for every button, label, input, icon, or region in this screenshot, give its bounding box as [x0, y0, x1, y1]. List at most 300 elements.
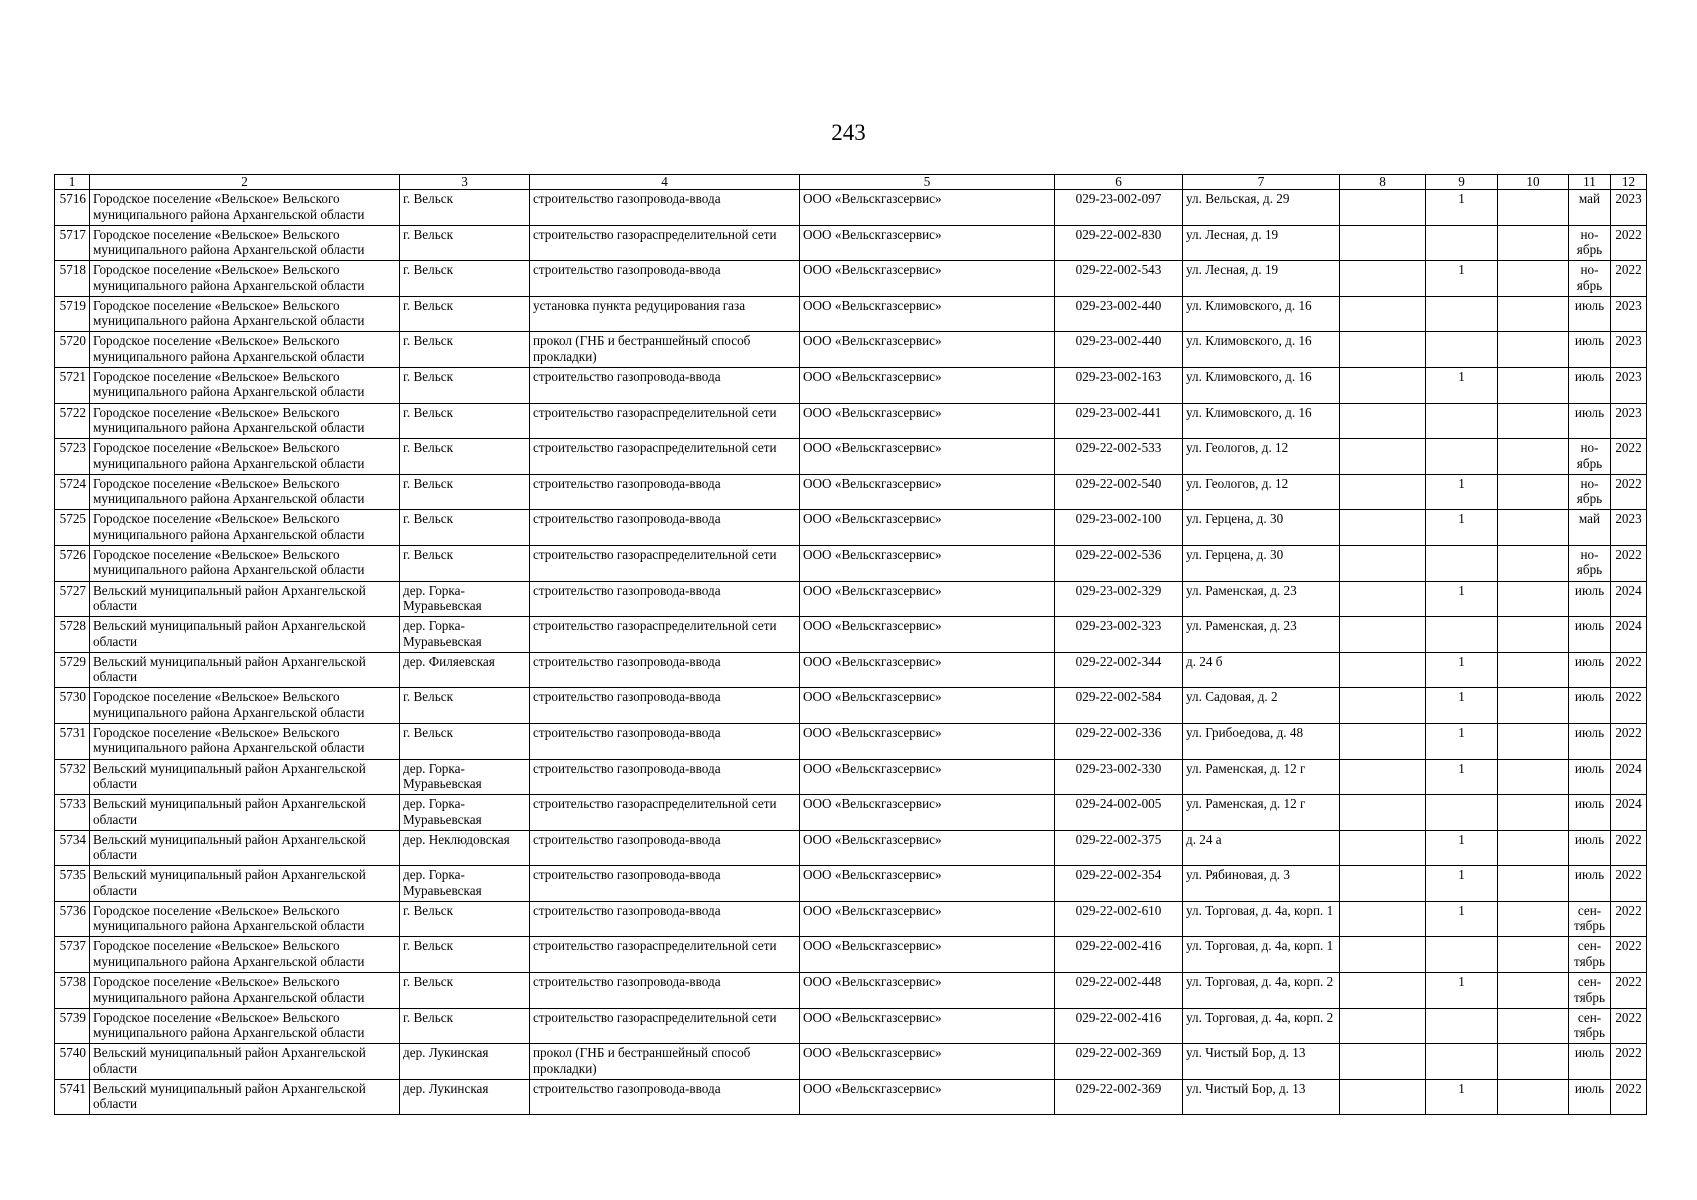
row-number: 5739	[55, 1008, 90, 1044]
registry-code-cell: 029-23-002-097	[1055, 190, 1183, 226]
registry-code-cell: 029-23-002-441	[1055, 403, 1183, 439]
column-header: 2	[90, 175, 400, 190]
organization-cell: ООО «Вельскгазсервис»	[800, 261, 1055, 297]
organization-cell: ООО «Вельскгазсервис»	[800, 190, 1055, 226]
address-cell: д. 24 а	[1183, 830, 1340, 866]
municipality-cell: Вельский муниципальный район Архангельской области	[90, 795, 400, 831]
column-header: 10	[1498, 175, 1569, 190]
row-number: 5716	[55, 190, 90, 226]
municipality-cell: Городское поселение «Вельское» Вельского муниципального района Архангельской области	[90, 545, 400, 581]
count-cell: 1	[1426, 759, 1498, 795]
registry-code-cell: 029-23-002-440	[1055, 332, 1183, 368]
count-cell: 1	[1426, 723, 1498, 759]
table-row	[55, 1079, 1647, 1115]
month-cell: июль	[1569, 1079, 1611, 1115]
column-8-cell	[1340, 688, 1426, 724]
address-cell: ул. Вельская, д. 29	[1183, 190, 1340, 226]
registry-code-cell: 029-24-002-005	[1055, 795, 1183, 831]
row-number: 5723	[55, 439, 90, 475]
registry-code-cell: 029-22-002-584	[1055, 688, 1183, 724]
year-cell: 2022	[1611, 723, 1647, 759]
municipality-cell: Вельский муниципальный район Архангельской области	[90, 652, 400, 688]
year-cell: 2023	[1611, 296, 1647, 332]
column-8-cell	[1340, 723, 1426, 759]
year-cell: 2022	[1611, 1044, 1647, 1080]
count-cell: 1	[1426, 688, 1498, 724]
organization-cell: ООО «Вельскгазсервис»	[800, 901, 1055, 937]
address-cell: ул. Лесная, д. 19	[1183, 225, 1340, 261]
column-8-cell	[1340, 332, 1426, 368]
municipality-cell: Городское поселение «Вельское» Вельского муниципального района Архангельской области	[90, 688, 400, 724]
municipality-cell: Городское поселение «Вельское» Вельского муниципального района Архангельской области	[90, 439, 400, 475]
address-cell: ул. Герцена, д. 30	[1183, 545, 1340, 581]
month-cell: но-ябрь	[1569, 474, 1611, 510]
work-type-cell: строительство газопровода-ввода	[530, 866, 800, 902]
column-10-cell	[1498, 190, 1569, 226]
count-cell: 1	[1426, 652, 1498, 688]
column-10-cell	[1498, 866, 1569, 902]
count-cell: 1	[1426, 1079, 1498, 1115]
address-cell: ул. Геологов, д. 12	[1183, 474, 1340, 510]
registry-code-cell: 029-22-002-354	[1055, 866, 1183, 902]
column-8-cell	[1340, 296, 1426, 332]
year-cell: 2022	[1611, 652, 1647, 688]
column-8-cell	[1340, 973, 1426, 1009]
organization-cell: ООО «Вельскгазсервис»	[800, 652, 1055, 688]
locality-cell: г. Вельск	[400, 261, 530, 297]
municipality-cell: Городское поселение «Вельское» Вельского муниципального района Архангельской области	[90, 723, 400, 759]
count-cell	[1426, 937, 1498, 973]
locality-cell: дер. Лукинская	[400, 1079, 530, 1115]
year-cell: 2022	[1611, 830, 1647, 866]
registry-code-cell: 029-22-002-416	[1055, 1008, 1183, 1044]
year-cell: 2022	[1611, 866, 1647, 902]
month-cell: но-ябрь	[1569, 225, 1611, 261]
column-header: 5	[800, 175, 1055, 190]
count-cell: 1	[1426, 901, 1498, 937]
column-8-cell	[1340, 474, 1426, 510]
municipality-cell: Вельский муниципальный район Архангельской области	[90, 1044, 400, 1080]
year-cell: 2022	[1611, 973, 1647, 1009]
address-cell: ул. Раменская, д. 23	[1183, 617, 1340, 653]
address-cell: ул. Климовского, д. 16	[1183, 367, 1340, 403]
row-number: 5721	[55, 367, 90, 403]
month-cell: май	[1569, 510, 1611, 546]
count-cell: 1	[1426, 261, 1498, 297]
table-body	[55, 190, 1647, 1115]
table-row	[55, 474, 1647, 510]
count-cell	[1426, 296, 1498, 332]
registry-code-cell: 029-23-002-329	[1055, 581, 1183, 617]
locality-cell: г. Вельск	[400, 1008, 530, 1044]
work-type-cell: строительство газораспределительной сети	[530, 545, 800, 581]
organization-cell: ООО «Вельскгазсервис»	[800, 759, 1055, 795]
locality-cell: г. Вельск	[400, 545, 530, 581]
work-type-cell: строительство газопровода-ввода	[530, 652, 800, 688]
municipality-cell: Городское поселение «Вельское» Вельского муниципального района Архангельской области	[90, 937, 400, 973]
locality-cell: г. Вельск	[400, 474, 530, 510]
address-cell: ул. Лесная, д. 19	[1183, 261, 1340, 297]
column-header: 9	[1426, 175, 1498, 190]
column-10-cell	[1498, 617, 1569, 653]
row-number: 5719	[55, 296, 90, 332]
month-cell: сен-тябрь	[1569, 901, 1611, 937]
table-row	[55, 190, 1647, 226]
address-cell: д. 24 б	[1183, 652, 1340, 688]
column-8-cell	[1340, 581, 1426, 617]
month-cell: июль	[1569, 1044, 1611, 1080]
month-cell: июль	[1569, 403, 1611, 439]
address-cell: ул. Климовского, д. 16	[1183, 296, 1340, 332]
table-row	[55, 973, 1647, 1009]
organization-cell: ООО «Вельскгазсервис»	[800, 474, 1055, 510]
organization-cell: ООО «Вельскгазсервис»	[800, 973, 1055, 1009]
municipality-cell: Городское поселение «Вельское» Вельского муниципального района Архангельской области	[90, 1008, 400, 1044]
row-number: 5733	[55, 795, 90, 831]
locality-cell: дер. Горка-Муравьевская	[400, 617, 530, 653]
work-type-cell: строительство газораспределительной сети	[530, 795, 800, 831]
organization-cell: ООО «Вельскгазсервис»	[800, 1079, 1055, 1115]
locality-cell: г. Вельск	[400, 367, 530, 403]
table-row	[55, 688, 1647, 724]
locality-cell: г. Вельск	[400, 225, 530, 261]
count-cell: 1	[1426, 474, 1498, 510]
municipality-cell: Городское поселение «Вельское» Вельского муниципального района Архангельской области	[90, 296, 400, 332]
month-cell: июль	[1569, 723, 1611, 759]
column-10-cell	[1498, 1008, 1569, 1044]
locality-cell: г. Вельск	[400, 688, 530, 724]
work-type-cell: строительство газораспределительной сети	[530, 439, 800, 475]
organization-cell: ООО «Вельскгазсервис»	[800, 510, 1055, 546]
year-cell: 2022	[1611, 901, 1647, 937]
work-type-cell: строительство газораспределительной сети	[530, 225, 800, 261]
municipality-cell: Вельский муниципальный район Архангельской области	[90, 866, 400, 902]
work-type-cell: строительство газопровода-ввода	[530, 474, 800, 510]
municipality-cell: Городское поселение «Вельское» Вельского муниципального района Архангельской области	[90, 190, 400, 226]
registry-code-cell: 029-22-002-610	[1055, 901, 1183, 937]
column-header: 8	[1340, 175, 1426, 190]
locality-cell: дер. Горка-Муравьевская	[400, 581, 530, 617]
month-cell: июль	[1569, 759, 1611, 795]
row-number: 5728	[55, 617, 90, 653]
column-10-cell	[1498, 830, 1569, 866]
month-cell: июль	[1569, 332, 1611, 368]
organization-cell: ООО «Вельскгазсервис»	[800, 1044, 1055, 1080]
locality-cell: дер. Горка-Муравьевская	[400, 795, 530, 831]
address-cell: ул. Рябиновая, д. 3	[1183, 866, 1340, 902]
address-cell: ул. Чистый Бор, д. 13	[1183, 1079, 1340, 1115]
row-number: 5718	[55, 261, 90, 297]
month-cell: июль	[1569, 795, 1611, 831]
work-type-cell: строительство газопровода-ввода	[530, 1079, 800, 1115]
locality-cell: г. Вельск	[400, 901, 530, 937]
year-cell: 2022	[1611, 439, 1647, 475]
column-10-cell	[1498, 296, 1569, 332]
municipality-cell: Городское поселение «Вельское» Вельского муниципального района Архангельской области	[90, 403, 400, 439]
year-cell: 2024	[1611, 759, 1647, 795]
month-cell: но-ябрь	[1569, 439, 1611, 475]
municipality-cell: Городское поселение «Вельское» Вельского муниципального района Архангельской области	[90, 367, 400, 403]
municipality-cell: Вельский муниципальный район Архангельской области	[90, 1079, 400, 1115]
count-cell	[1426, 439, 1498, 475]
row-number: 5731	[55, 723, 90, 759]
municipality-cell: Городское поселение «Вельское» Вельского муниципального района Архангельской области	[90, 474, 400, 510]
column-10-cell	[1498, 901, 1569, 937]
table-row	[55, 723, 1647, 759]
column-10-cell	[1498, 367, 1569, 403]
table-row	[55, 1044, 1647, 1080]
registry-code-cell: 029-22-002-448	[1055, 973, 1183, 1009]
column-10-cell	[1498, 1079, 1569, 1115]
locality-cell: дер. Горка-Муравьевская	[400, 759, 530, 795]
year-cell: 2022	[1611, 937, 1647, 973]
month-cell: сен-тябрь	[1569, 1008, 1611, 1044]
month-cell: июль	[1569, 866, 1611, 902]
address-cell: ул. Торговая, д. 4а, корп. 1	[1183, 901, 1340, 937]
year-cell: 2024	[1611, 581, 1647, 617]
month-cell: но-ябрь	[1569, 545, 1611, 581]
row-number: 5729	[55, 652, 90, 688]
table-row	[55, 830, 1647, 866]
registry-code-cell: 029-22-002-344	[1055, 652, 1183, 688]
work-type-cell: строительство газораспределительной сети	[530, 1008, 800, 1044]
work-type-cell: установка пункта редуцирования газа	[530, 296, 800, 332]
work-type-cell: строительство газопровода-ввода	[530, 830, 800, 866]
row-number: 5717	[55, 225, 90, 261]
table-row	[55, 367, 1647, 403]
registry-code-cell: 029-23-002-440	[1055, 296, 1183, 332]
column-10-cell	[1498, 332, 1569, 368]
work-type-cell: прокол (ГНБ и бестраншейный способ прокладки)	[530, 1044, 800, 1080]
column-8-cell	[1340, 830, 1426, 866]
registry-code-cell: 029-23-002-330	[1055, 759, 1183, 795]
table-row	[55, 581, 1647, 617]
month-cell: июль	[1569, 617, 1611, 653]
address-cell: ул. Торговая, д. 4а, корп. 2	[1183, 1008, 1340, 1044]
row-number: 5724	[55, 474, 90, 510]
column-8-cell	[1340, 367, 1426, 403]
table-row	[55, 439, 1647, 475]
registry-code-cell: 029-23-002-323	[1055, 617, 1183, 653]
year-cell: 2023	[1611, 367, 1647, 403]
municipality-cell: Городское поселение «Вельское» Вельского муниципального района Архангельской области	[90, 973, 400, 1009]
locality-cell: г. Вельск	[400, 332, 530, 368]
month-cell: июль	[1569, 367, 1611, 403]
month-cell: июль	[1569, 830, 1611, 866]
column-8-cell	[1340, 759, 1426, 795]
organization-cell: ООО «Вельскгазсервис»	[800, 723, 1055, 759]
column-10-cell	[1498, 225, 1569, 261]
column-10-cell	[1498, 261, 1569, 297]
count-cell	[1426, 545, 1498, 581]
registry-code-cell: 029-23-002-163	[1055, 367, 1183, 403]
row-number: 5725	[55, 510, 90, 546]
table-row	[55, 510, 1647, 546]
address-cell: ул. Раменская, д. 23	[1183, 581, 1340, 617]
locality-cell: г. Вельск	[400, 510, 530, 546]
organization-cell: ООО «Вельскгазсервис»	[800, 332, 1055, 368]
column-header: 4	[530, 175, 800, 190]
registry-code-cell: 029-22-002-543	[1055, 261, 1183, 297]
year-cell: 2022	[1611, 1079, 1647, 1115]
registry-code-cell: 029-22-002-369	[1055, 1079, 1183, 1115]
row-number: 5730	[55, 688, 90, 724]
organization-cell: ООО «Вельскгазсервис»	[800, 795, 1055, 831]
municipality-cell: Городское поселение «Вельское» Вельского муниципального района Архангельской области	[90, 261, 400, 297]
month-cell: сен-тябрь	[1569, 973, 1611, 1009]
month-cell: июль	[1569, 296, 1611, 332]
year-cell: 2023	[1611, 190, 1647, 226]
organization-cell: ООО «Вельскгазсервис»	[800, 439, 1055, 475]
organization-cell: ООО «Вельскгазсервис»	[800, 403, 1055, 439]
organization-cell: ООО «Вельскгазсервис»	[800, 581, 1055, 617]
column-8-cell	[1340, 545, 1426, 581]
locality-cell: г. Вельск	[400, 439, 530, 475]
month-cell: май	[1569, 190, 1611, 226]
municipality-cell: Вельский муниципальный район Архангельской области	[90, 830, 400, 866]
organization-cell: ООО «Вельскгазсервис»	[800, 296, 1055, 332]
organization-cell: ООО «Вельскгазсервис»	[800, 617, 1055, 653]
column-8-cell	[1340, 901, 1426, 937]
column-10-cell	[1498, 723, 1569, 759]
table-row	[55, 332, 1647, 368]
count-cell: 1	[1426, 830, 1498, 866]
registry-code-cell: 029-22-002-540	[1055, 474, 1183, 510]
count-cell	[1426, 617, 1498, 653]
column-8-cell	[1340, 225, 1426, 261]
work-type-cell: прокол (ГНБ и бестраншейный способ прокладки)	[530, 332, 800, 368]
column-10-cell	[1498, 510, 1569, 546]
row-number: 5736	[55, 901, 90, 937]
column-8-cell	[1340, 937, 1426, 973]
table-row	[55, 403, 1647, 439]
year-cell: 2022	[1611, 261, 1647, 297]
registry-code-cell: 029-22-002-416	[1055, 937, 1183, 973]
column-header: 7	[1183, 175, 1340, 190]
column-10-cell	[1498, 688, 1569, 724]
month-cell: июль	[1569, 652, 1611, 688]
row-number: 5727	[55, 581, 90, 617]
registry-code-cell: 029-22-002-336	[1055, 723, 1183, 759]
organization-cell: ООО «Вельскгазсервис»	[800, 688, 1055, 724]
registry-code-cell: 029-22-002-830	[1055, 225, 1183, 261]
municipality-cell: Вельский муниципальный район Архангельской области	[90, 759, 400, 795]
row-number: 5740	[55, 1044, 90, 1080]
locality-cell: г. Вельск	[400, 190, 530, 226]
year-cell: 2023	[1611, 332, 1647, 368]
address-cell: ул. Геологов, д. 12	[1183, 439, 1340, 475]
address-cell: ул. Торговая, д. 4а, корп. 2	[1183, 973, 1340, 1009]
column-10-cell	[1498, 937, 1569, 973]
table-row	[55, 225, 1647, 261]
work-type-cell: строительство газопровода-ввода	[530, 973, 800, 1009]
organization-cell: ООО «Вельскгазсервис»	[800, 225, 1055, 261]
column-8-cell	[1340, 866, 1426, 902]
table-row	[55, 617, 1647, 653]
table-row	[55, 652, 1647, 688]
address-cell: ул. Чистый Бор, д. 13	[1183, 1044, 1340, 1080]
row-number: 5738	[55, 973, 90, 1009]
column-8-cell	[1340, 652, 1426, 688]
year-cell: 2023	[1611, 510, 1647, 546]
organization-cell: ООО «Вельскгазсервис»	[800, 866, 1055, 902]
count-cell	[1426, 1008, 1498, 1044]
work-type-cell: строительство газопровода-ввода	[530, 723, 800, 759]
month-cell: но-ябрь	[1569, 261, 1611, 297]
column-8-cell	[1340, 795, 1426, 831]
work-type-cell: строительство газопровода-ввода	[530, 190, 800, 226]
work-type-cell: строительство газораспределительной сети	[530, 617, 800, 653]
column-10-cell	[1498, 403, 1569, 439]
row-number: 5726	[55, 545, 90, 581]
table-row	[55, 1008, 1647, 1044]
work-type-cell: строительство газопровода-ввода	[530, 688, 800, 724]
column-8-cell	[1340, 261, 1426, 297]
column-10-cell	[1498, 545, 1569, 581]
municipality-cell: Городское поселение «Вельское» Вельского муниципального района Архангельской области	[90, 510, 400, 546]
table-row	[55, 261, 1647, 297]
locality-cell: дер. Филяевская	[400, 652, 530, 688]
month-cell: июль	[1569, 581, 1611, 617]
locality-cell: г. Вельск	[400, 403, 530, 439]
column-header: 1	[55, 175, 90, 190]
count-cell: 1	[1426, 367, 1498, 403]
address-cell: ул. Торговая, д. 4а, корп. 1	[1183, 937, 1340, 973]
address-cell: ул. Садовая, д. 2	[1183, 688, 1340, 724]
year-cell: 2024	[1611, 617, 1647, 653]
work-type-cell: строительство газопровода-ввода	[530, 367, 800, 403]
organization-cell: ООО «Вельскгазсервис»	[800, 830, 1055, 866]
row-number: 5732	[55, 759, 90, 795]
year-cell: 2024	[1611, 795, 1647, 831]
year-cell: 2022	[1611, 225, 1647, 261]
column-10-cell	[1498, 439, 1569, 475]
table-row	[55, 296, 1647, 332]
work-type-cell: строительство газопровода-ввода	[530, 759, 800, 795]
row-number: 5735	[55, 866, 90, 902]
organization-cell: ООО «Вельскгазсервис»	[800, 1008, 1055, 1044]
municipality-cell: Городское поселение «Вельское» Вельского муниципального района Архангельской области	[90, 225, 400, 261]
work-type-cell: строительство газораспределительной сети	[530, 403, 800, 439]
count-cell	[1426, 332, 1498, 368]
table-row	[55, 866, 1647, 902]
count-cell: 1	[1426, 581, 1498, 617]
column-10-cell	[1498, 973, 1569, 1009]
row-number: 5737	[55, 937, 90, 973]
table-row	[55, 545, 1647, 581]
organization-cell: ООО «Вельскгазсервис»	[800, 937, 1055, 973]
count-cell	[1426, 403, 1498, 439]
registry-code-cell: 029-22-002-536	[1055, 545, 1183, 581]
column-8-cell	[1340, 1079, 1426, 1115]
row-number: 5734	[55, 830, 90, 866]
row-number: 5722	[55, 403, 90, 439]
table-row	[55, 795, 1647, 831]
count-cell: 1	[1426, 866, 1498, 902]
month-cell: сен-тябрь	[1569, 937, 1611, 973]
page-number: 243	[831, 120, 866, 145]
count-cell	[1426, 1044, 1498, 1080]
locality-cell: г. Вельск	[400, 723, 530, 759]
registry-code-cell: 029-23-002-100	[1055, 510, 1183, 546]
row-number: 5720	[55, 332, 90, 368]
registry-table	[54, 174, 1647, 1115]
organization-cell: ООО «Вельскгазсервис»	[800, 545, 1055, 581]
column-10-cell	[1498, 581, 1569, 617]
count-cell: 1	[1426, 973, 1498, 1009]
column-8-cell	[1340, 510, 1426, 546]
column-header: 12	[1611, 175, 1647, 190]
